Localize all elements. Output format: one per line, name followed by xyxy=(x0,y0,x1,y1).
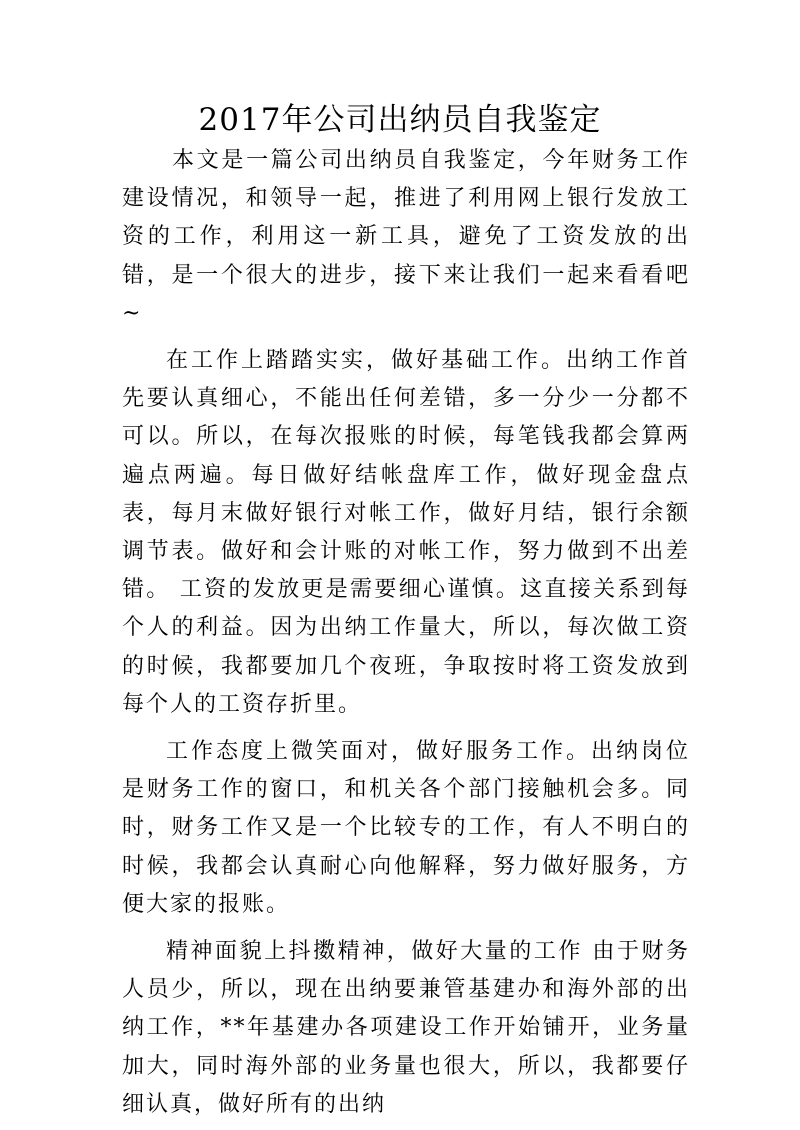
document-body xyxy=(122,142,690,1124)
paragraph-service-attitude: 工作态度上微笑面对，做好服务工作。出纳岗位是财务工作的窗口，和机关各个部门接触机会多。同时，财务工作又是一个比较专的工作，有人不明白的时候，我都会认真耐心向他解释，努力做好服务，方便大家的报账。 xyxy=(122,739,690,917)
paragraph-work-basics: 在工作上踏踏实实，做好基础工作。出纳工作首先要认真细心，不能出任何差错，多一分少一分都不可以。所以，在每次报账的时候，每笔钱我都会算两遍点两遍。每日做好结帐盘库工作，做好现金盘点表，每月末做好银行对帐工作，做好月结，银行余额调节表。做好和会计账的对帐工作，努力做到不出差错。 工资的发放更是需要细心谨慎。这直接关系到每个人的利益。因为出纳工作量大，所以，每次做工资的时候，我都要加几个夜班，争取按时将工资发放到每个人的工资存折里。 xyxy=(122,348,690,717)
document-title: 2017年公司出纳员自我鉴定 xyxy=(198,102,602,138)
paragraph-intro: 本文是一篇公司出纳员自我鉴定，今年财务工作建设情况，和领导一起，推进了利用网上银行发放工资的工作，利用这一新工具，避免了工资发放的出错，是一个很大的进步，接下来让我们一起来看看吧~ xyxy=(122,148,690,326)
paragraph-spacer xyxy=(122,924,690,933)
paragraph-spacer xyxy=(122,724,690,733)
paragraph-spacer xyxy=(122,333,690,342)
paragraph-spirit: 精神面貌上抖擞精神，做好大量的工作 由于财务人员少，所以，现在出纳要兼管基建办和海外部的出纳工作，**年基建办各项建设工作开始铺开，业务量加大，同时海外部的业务量也很大，所以，我都要仔细认真，做好所有的出纳 xyxy=(122,939,690,1117)
